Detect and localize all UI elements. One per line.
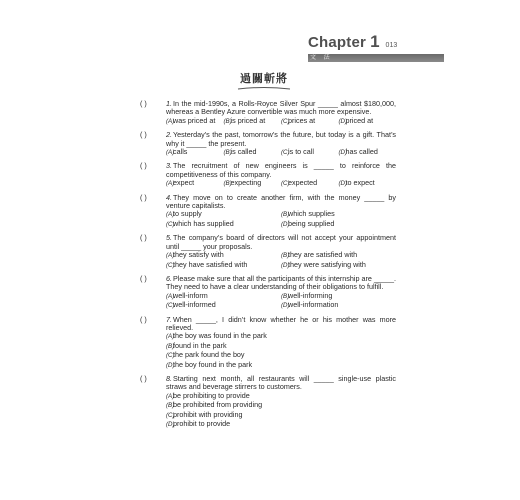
option-text: be prohibiting to provide [173,390,250,400]
question-text [166,375,396,392]
option-text: well-inform [173,290,208,300]
option-letter: (C) [281,149,290,157]
answer-bracket[interactable]: ( ) [140,99,147,108]
answer-option[interactable] [281,220,396,229]
question-text [166,131,396,148]
option-letter: (B) [223,149,232,157]
option-list [166,332,396,370]
question-stem: When _____, I didn’t know whether he or his mother was more relieved. [166,314,396,332]
question-item [140,234,396,270]
answer-option[interactable] [281,261,396,270]
option-letter: (D) [338,117,348,125]
question-text [166,100,396,117]
option-text: prohibit with providing [173,409,243,419]
answer-bracket[interactable]: ( ) [140,373,147,383]
question-number: 6. [166,273,172,283]
option-text: being supplied [288,218,335,228]
question-number: 2. [166,130,172,140]
answer-option[interactable] [166,220,281,229]
option-text: priced at [345,115,374,125]
question-stem: Yesterday’s the past, tomorrow’s the future, but today is a gift. That’s why it _____ the present. [166,130,396,148]
option-list [166,179,396,188]
chapter-heading [308,32,444,52]
option-letter: (B) [223,117,232,125]
option-text: which has supplied [173,218,234,228]
option-letter: (D) [338,180,348,188]
option-text: they satisfy with [173,250,224,260]
option-list [166,117,396,126]
answer-bracket[interactable]: ( ) [140,233,147,243]
option-letter: (C) [281,180,290,188]
option-letter: (B) [281,292,290,300]
option-list [166,210,396,229]
answer-bracket[interactable]: ( ) [140,161,147,171]
question-body [166,194,396,230]
answer-option[interactable] [166,179,224,188]
option-letter: (B) [281,211,290,219]
option-text: found in the park [173,340,227,350]
option-text: expect [173,178,195,188]
question-body [166,162,396,188]
option-letter: (C) [166,261,175,269]
option-letter: (A) [166,211,175,219]
option-letter: (B) [281,252,290,260]
question-body [166,234,396,270]
option-text: they have satisfied with [173,259,248,269]
option-text: the boy found in the park [173,359,253,369]
option-list [166,392,396,430]
option-text: to supply [173,209,202,219]
question-stem: The company’s board of directors will not accept your appointment until _____ your proposals. [166,233,396,251]
question-number: 8. [166,373,172,383]
page-number: 013 [385,42,398,49]
option-text: is priced at [230,115,266,125]
option-text: was priced at [173,115,216,125]
option-letter: (D) [281,261,290,269]
question-text [166,194,396,211]
option-letter: (D) [281,220,290,228]
option-letter: (D) [338,149,348,157]
answer-option[interactable] [339,117,397,126]
option-letter: (B) [166,342,175,350]
chapter-header-bar [308,54,444,62]
option-letter: (B) [223,180,232,188]
question-item [140,275,396,311]
option-letter: (A) [166,292,175,300]
answer-option[interactable] [281,301,396,310]
option-letter: (D) [166,361,175,369]
option-letter: (C) [166,411,175,419]
option-text: which supplies [288,209,335,219]
option-letter: (A) [166,149,175,157]
chapter-header [308,32,444,62]
option-list [166,292,396,311]
chapter-subject-label: 文 法 [310,55,333,61]
question-text [166,234,396,251]
option-text: well-informing [288,290,333,300]
option-letter: (A) [166,333,175,341]
answer-option[interactable] [339,179,397,188]
option-letter: (D) [281,302,290,310]
answer-option[interactable] [166,117,224,126]
answer-option[interactable] [281,179,339,188]
chapter-number: 1 [370,32,380,51]
answer-bracket[interactable]: ( ) [140,192,147,202]
option-letter: (C) [166,302,175,310]
question-body [166,275,396,311]
question-item [140,316,396,370]
option-text: well-information [288,300,339,310]
option-text: is called [230,147,257,157]
option-text: they are satisfied with [288,250,358,260]
section-title: 過關斬將 [240,72,288,85]
answer-option[interactable] [281,117,339,126]
answer-bracket[interactable]: ( ) [140,130,147,140]
option-text: prices at [288,115,316,125]
option-letter: (A) [166,252,175,260]
option-list [166,148,396,157]
option-text: prohibit to provide [173,419,231,428]
option-text: expected [288,178,318,188]
option-letter: (C) [166,352,175,360]
question-stem: Starting next month, all restaurants will _____ single-use plastic straws and beverage stirrers to customers. [166,373,396,392]
answer-option[interactable] [166,261,281,270]
question-text [166,275,396,292]
option-list [166,251,396,270]
option-text: to expect [345,178,375,188]
answer-option[interactable] [281,148,339,157]
option-text: calls [173,147,188,157]
answer-option[interactable] [166,148,224,157]
chapter-word: Chapter [308,34,367,51]
question-body [166,131,396,157]
option-letter: (C) [166,220,175,228]
question-body [166,375,396,429]
option-text: the park found the boy [173,350,245,360]
answer-option[interactable] [224,179,282,188]
option-text: be prohibited from providing [173,400,263,410]
question-item [140,194,396,230]
question-item [140,131,396,157]
option-text: well-informed [173,300,216,310]
answer-option[interactable] [166,420,396,429]
question-item [140,162,396,188]
question-text [166,316,396,333]
question-stem: Please make sure that all the participants of this internship are _____. They need to have a clear understanding of their obligations to fulfill. [166,273,396,292]
question-number: 4. [166,192,172,202]
question-text [166,162,396,179]
option-letter: (B) [166,402,175,410]
answer-option[interactable] [224,117,282,126]
question-stem: They move on to create another firm, with the money _____ by venture capitalists. [166,192,396,211]
question-number: 5. [166,233,172,243]
question-number: 7. [166,314,172,324]
section-title-underline [236,86,292,91]
question-number: 3. [166,161,172,171]
question-stem: The recruitment of new engineers is _____ to reinforce the competitiveness of this company. [166,161,396,179]
option-letter: (D) [166,421,175,428]
option-letter: (A) [166,180,175,188]
option-text: expecting [230,178,262,188]
question-number: 1. [166,99,172,108]
option-text: the boy was found in the park [173,331,267,341]
question-body [166,100,396,126]
answer-option[interactable] [166,361,396,370]
question-item [140,100,396,126]
question-list [140,100,396,434]
question-body [166,316,396,370]
option-text: they were satisfying with [288,259,366,269]
option-letter: (C) [281,117,290,125]
option-letter: (A) [166,117,175,125]
option-letter: (A) [166,392,175,400]
answer-option[interactable] [166,301,281,310]
option-text: is to call [288,147,314,157]
answer-option[interactable] [339,148,397,157]
question-item [140,375,396,429]
answer-bracket[interactable]: ( ) [140,314,147,324]
question-stem: In the mid-1990s, a Rolls-Royce Silver Spur _____ almost $180,000, whereas a Bentley Azure convertible was much more expensive. [166,99,396,117]
answer-bracket[interactable]: ( ) [140,273,147,283]
answer-option[interactable] [224,148,282,157]
option-text: has called [345,147,378,157]
